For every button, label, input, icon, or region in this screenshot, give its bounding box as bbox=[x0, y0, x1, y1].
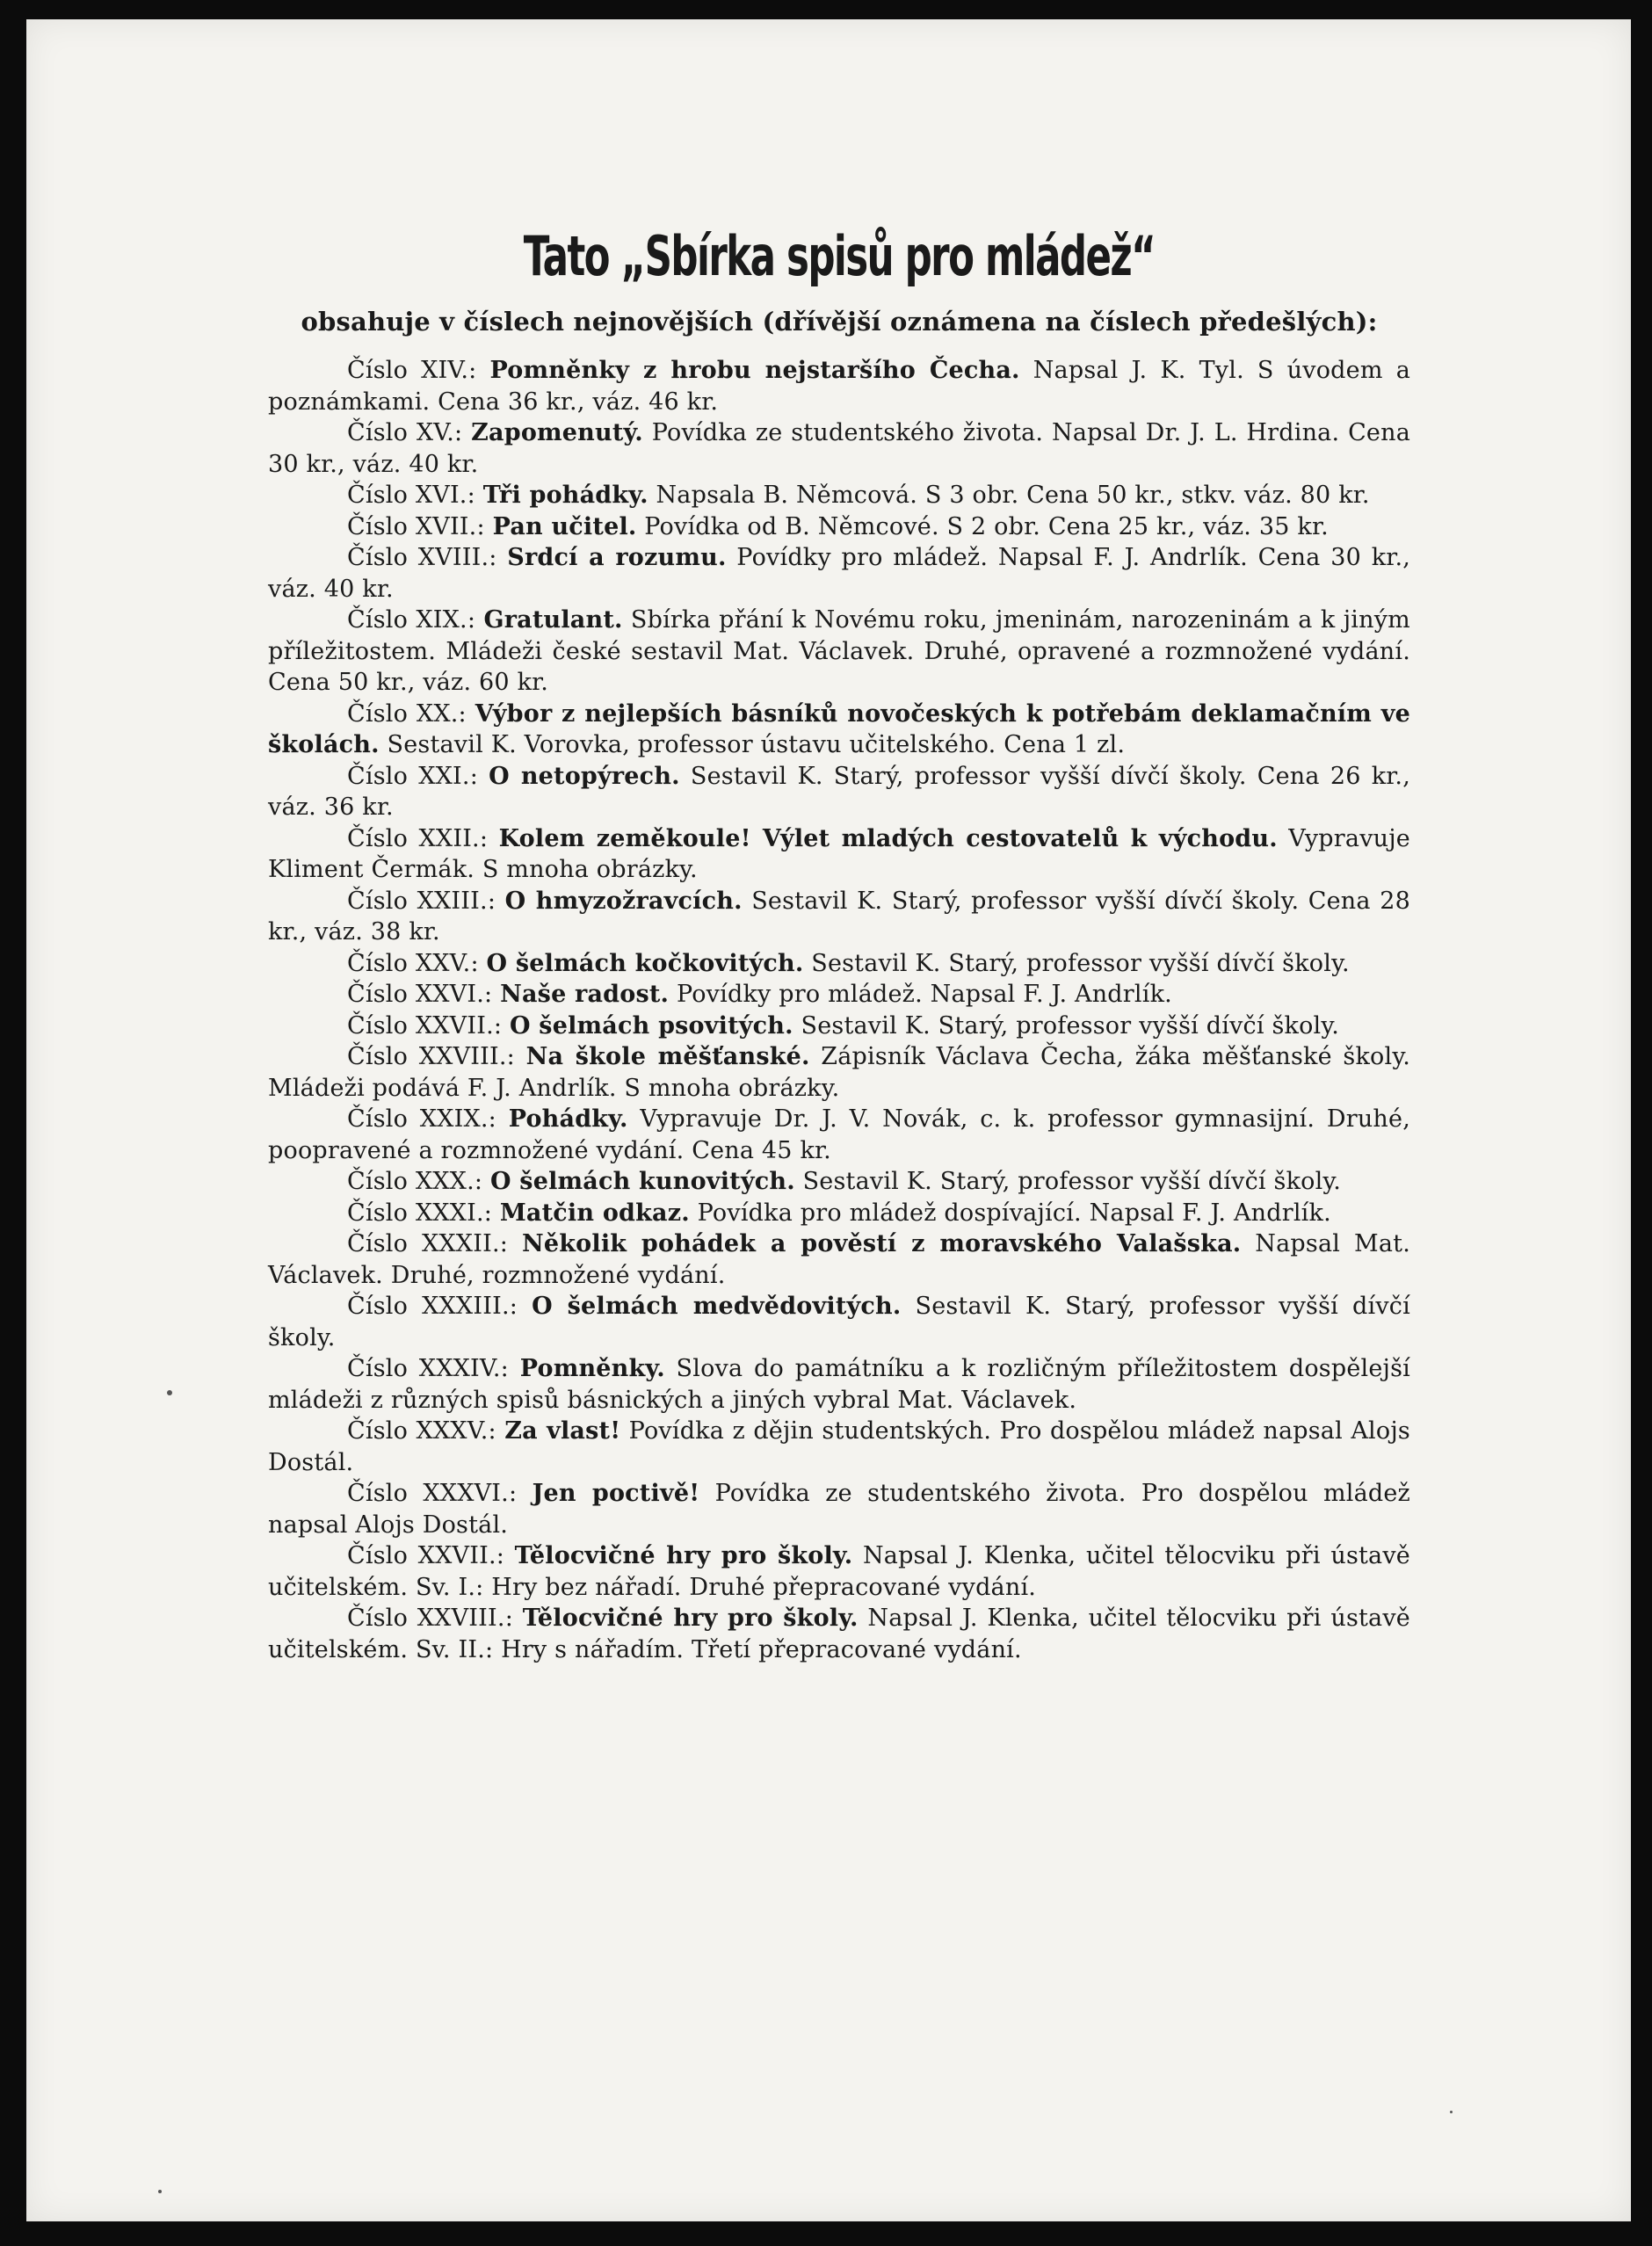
entry-number: Číslo XXXII. bbox=[347, 1230, 500, 1257]
entry-text: Napsal Mat. Václavek. Druhé, rozmnožené vydání. bbox=[268, 1230, 1410, 1289]
print-speck bbox=[1450, 2111, 1453, 2113]
entry-text: Povídka od B. Němcové. S 2 obr. Cena 25 kr., váz. 35 kr. bbox=[636, 512, 1329, 540]
entry-number: Číslo XVIII. bbox=[347, 544, 489, 571]
entry-number: Číslo XXXIV. bbox=[347, 1355, 501, 1382]
list-item bbox=[268, 699, 1410, 761]
entry-number: Číslo XXXI. bbox=[347, 1199, 484, 1227]
entry-title: O netopýrech. bbox=[489, 762, 680, 790]
list-item bbox=[268, 417, 1410, 480]
list-item bbox=[268, 355, 1410, 417]
entry-text: Povídky pro mládež. Napsal F. J. Andrlík. bbox=[669, 981, 1172, 1008]
page-content bbox=[268, 221, 1410, 1665]
entry-separator: : bbox=[488, 1105, 509, 1133]
entry-title: Zapomenutý. bbox=[471, 419, 643, 446]
list-item bbox=[268, 1603, 1410, 1665]
list-item bbox=[268, 1416, 1410, 1478]
entry-number: Číslo XIV. bbox=[347, 357, 469, 384]
entry-title: Pan učitel. bbox=[492, 512, 637, 540]
list-item bbox=[268, 1478, 1410, 1540]
entry-number: Číslo XXVII. bbox=[347, 1542, 496, 1569]
entry-separator: : bbox=[467, 606, 484, 634]
book-page bbox=[26, 19, 1631, 2221]
entry-separator: : bbox=[476, 512, 493, 540]
entry-separator: : bbox=[496, 1542, 515, 1569]
entry-text: Vypravuje Dr. J. V. Novák, c. k. professor gymnasijní. Druhé, poopravené a rozmnožené vydání. Cena 45 kr. bbox=[268, 1105, 1410, 1164]
entry-text: Vypravuje Kliment Čermák. S mnoha obrázky. bbox=[268, 824, 1410, 883]
entry-number: Číslo XXI. bbox=[347, 762, 470, 790]
entry-text: Napsala B. Němcová. S 3 obr. Cena 50 kr., stkv. váz. 80 kr. bbox=[648, 482, 1370, 509]
entry-number: Číslo XXVIII. bbox=[347, 1605, 505, 1632]
entry-separator: : bbox=[474, 1168, 490, 1195]
entry-number: Číslo XX. bbox=[347, 699, 459, 728]
entry-title: Pomněnky. bbox=[519, 1355, 665, 1382]
entry-text: Povídky pro mládež. Napsal F. J. Andrlík. Cena 30 kr., váz. 40 kr. bbox=[268, 544, 1411, 603]
entry-text: Sestavil K. Vorovka, professor ústavu učitelského. Cena 1 zl. bbox=[379, 731, 1126, 758]
entry-title: O šelmách medvědovitých. bbox=[532, 1293, 902, 1320]
list-item bbox=[268, 886, 1410, 948]
entry-title: Gratulant. bbox=[483, 606, 623, 634]
entry-text: Povídka pro mládež dospívající. Napsal F. J. Andrlík. bbox=[689, 1199, 1331, 1227]
list-item bbox=[268, 1198, 1410, 1229]
entry-title: Naše radost. bbox=[500, 981, 670, 1008]
list-item bbox=[268, 542, 1410, 605]
entry-title: Srdcí a rozumu. bbox=[507, 544, 727, 571]
list-item bbox=[268, 1228, 1410, 1291]
entry-separator: : bbox=[488, 1417, 505, 1445]
entry-title: Jen poctivě! bbox=[532, 1480, 700, 1507]
list-item bbox=[268, 1104, 1410, 1166]
entry-separator: : bbox=[493, 1011, 510, 1040]
entry-separator: : bbox=[483, 1199, 500, 1227]
entry-number: Číslo XXXVI. bbox=[347, 1480, 509, 1507]
entry-title: Pohádky. bbox=[508, 1105, 628, 1133]
print-speck bbox=[158, 2190, 162, 2193]
list-item bbox=[268, 1291, 1410, 1353]
entry-text: Sestavil K. Starý, professor vyšší dívčí školy. bbox=[803, 949, 1350, 977]
entry-text: Sestavil K. Starý, professor vyšší dívčí školy. bbox=[268, 1293, 1410, 1351]
entry-separator: : bbox=[467, 482, 483, 509]
entry-text: Sestavil K. Starý, professor vyšší dívčí školy. bbox=[793, 1011, 1340, 1040]
list-item bbox=[268, 605, 1410, 699]
entry-title: O šelmách kunovitých. bbox=[489, 1168, 795, 1195]
list-item bbox=[268, 948, 1410, 980]
entry-text: Povídka z dějin studentských. Pro dospělou mládež napsal Alojs Dostál. bbox=[268, 1417, 1410, 1476]
print-speck bbox=[167, 1390, 172, 1395]
list-item bbox=[268, 480, 1410, 511]
page-title: Tato „Sbírka spisů pro mládež“ bbox=[523, 224, 1156, 288]
entry-separator: : bbox=[500, 1355, 520, 1382]
entry-title: O šelmách kočkovitých. bbox=[486, 949, 804, 977]
entry-separator: : bbox=[470, 949, 487, 977]
entry-title: Za vlast! bbox=[504, 1417, 621, 1445]
list-item bbox=[268, 761, 1410, 823]
entry-title: Výbor z nejlepších básníků novočeských k potřebám deklamačním ve školách. bbox=[268, 699, 1410, 758]
list-item bbox=[268, 1540, 1410, 1603]
entry-title: Matčin odkaz. bbox=[499, 1199, 690, 1227]
entry-text: Zápisník Václava Čecha, žáka měšťanské školy. Mládeži podává F. J. Andrlík. S mnoha obrázky. bbox=[268, 1043, 1410, 1102]
entry-separator: : bbox=[499, 1230, 522, 1257]
entry-separator: : bbox=[506, 1043, 526, 1070]
entry-title: O šelmách psovitých. bbox=[509, 1011, 793, 1040]
entry-number: Číslo XXIII. bbox=[347, 887, 488, 915]
entry-separator: : bbox=[454, 419, 472, 446]
entry-number: Číslo XXVI. bbox=[347, 981, 485, 1008]
entry-number: Číslo XXVIII. bbox=[347, 1043, 507, 1070]
entry-separator: : bbox=[509, 1293, 533, 1320]
entry-text: Napsal J. K. Tyl. S úvodem a poznámkami. Cena 36 kr., váz. 46 kr. bbox=[268, 357, 1410, 416]
entry-title: Tělocvičné hry pro školy. bbox=[514, 1542, 853, 1569]
entry-text: Napsal J. Klenka, učitel tělocviku při ústavě učitelském. Sv. I.: Hry bez nářadí. Druhé přepracované vydání. bbox=[268, 1542, 1410, 1601]
entry-separator: : bbox=[504, 1605, 523, 1632]
list-item bbox=[268, 1011, 1410, 1042]
entry-list bbox=[268, 355, 1410, 1665]
entry-title: Kolem zeměkoule! Výlet mladých cestovatelů k východu. bbox=[498, 824, 1278, 852]
entry-text: Sbírka přání k Novému roku, jmeninám, narozeninám a k jiným příležitostem. Mládeži české sestavil Mat. Václavek. Druhé, opravené a rozmnožené vydání. Cena 50 kr., váz. 60 kr. bbox=[268, 606, 1410, 696]
entry-title: Několik pohádek a pověstí z moravského Valašska. bbox=[521, 1230, 1242, 1257]
entry-text: Povídka ze studentského života. Napsal Dr. J. L. Hrdina. Cena 30 kr., váz. 40 kr. bbox=[268, 419, 1410, 478]
entry-number: Číslo XXXIII. bbox=[347, 1293, 510, 1320]
entry-number: Číslo XVI. bbox=[347, 482, 467, 509]
entry-number: Číslo XXX. bbox=[347, 1168, 475, 1195]
entry-number: Číslo XXVII. bbox=[347, 1011, 494, 1040]
list-item bbox=[268, 979, 1410, 1011]
list-item bbox=[268, 823, 1410, 886]
entry-text: Sestavil K. Starý, professor vyšší dívčí školy. bbox=[794, 1168, 1342, 1195]
list-item bbox=[268, 1166, 1410, 1198]
entry-title: Tři pohádky. bbox=[482, 482, 648, 509]
entry-separator: : bbox=[458, 699, 475, 728]
entry-number: Číslo XXII. bbox=[347, 824, 480, 852]
entry-separator: : bbox=[484, 981, 501, 1008]
entry-number: Číslo XVII. bbox=[347, 512, 477, 540]
page-subtitle: obsahuje v číslech nejnovějších (dřívější oznámena na číslech předešlých): bbox=[301, 307, 1378, 337]
list-item bbox=[268, 1353, 1410, 1416]
entry-separator: : bbox=[469, 762, 489, 790]
list-item bbox=[268, 1041, 1410, 1104]
entry-text: Slova do památníku a k rozličným příležitostem dospělejší mládeži z různých spisů básnických a jiných vybral Mat. Václavek. bbox=[268, 1355, 1410, 1414]
entry-separator: : bbox=[479, 824, 499, 852]
entry-number: Číslo XV. bbox=[347, 419, 455, 446]
list-item bbox=[268, 511, 1410, 543]
entry-title: Pomněnky z hrobu nejstaršího Čecha. bbox=[489, 357, 1020, 384]
entry-title: O hmyzožravcích. bbox=[504, 887, 743, 915]
entry-text: Napsal J. Klenka, učitel tělocviku při ústavě učitelském. Sv. II.: Hry s nářadím. Třetí přepracované vydání. bbox=[268, 1605, 1410, 1663]
entry-text: Povídka ze studentského života. Pro dospělou mládež napsal Alojs Dostál. bbox=[268, 1480, 1410, 1539]
entry-separator: : bbox=[489, 544, 508, 571]
entry-separator: : bbox=[487, 887, 505, 915]
entry-title: Na škole měšťanské. bbox=[525, 1043, 810, 1070]
entry-number: Číslo XXV. bbox=[347, 949, 471, 977]
entry-text: Sestavil K. Starý, professor vyšší dívčí školy. Cena 28 kr., váz. 38 kr. bbox=[268, 887, 1410, 945]
entry-number: Číslo XXXV. bbox=[347, 1417, 489, 1445]
entry-title: Tělocvičné hry pro školy. bbox=[522, 1605, 859, 1632]
entry-separator: : bbox=[468, 357, 490, 384]
entry-separator: : bbox=[508, 1480, 533, 1507]
entry-number: Číslo XIX. bbox=[347, 606, 467, 634]
entry-number: Číslo XXIX. bbox=[347, 1105, 489, 1133]
entry-text: Sestavil K. Starý, professor vyšší dívčí školy. Cena 26 kr., váz. 36 kr. bbox=[268, 762, 1410, 821]
